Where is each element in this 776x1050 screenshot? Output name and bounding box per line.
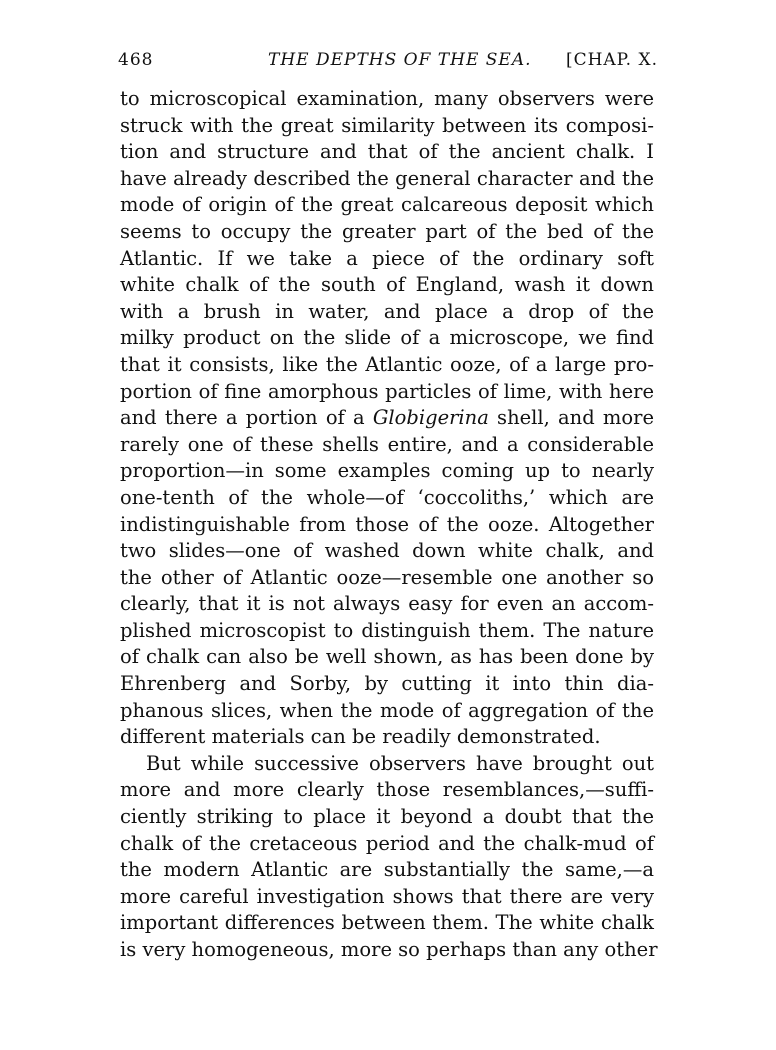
- text-line: have already described the general character and the: [120, 166, 654, 190]
- text-line: proportion—in some examples coming up to nearly: [120, 459, 654, 483]
- text-line: rarely one of these shells entire, and a considerable: [120, 432, 654, 456]
- text-line: the modern Atlantic are substantially the same,—a: [120, 858, 654, 882]
- page-number: 468: [118, 50, 154, 70]
- chapter-marker: [CHAP. X.: [565, 50, 658, 70]
- text-line: two slides—one of washed down white chalk, and: [120, 539, 654, 563]
- text-line: phanous slices, when the mode of aggregation of the: [120, 698, 654, 722]
- text-line: tion and structure and that of the ancient chalk. I: [120, 140, 654, 164]
- text-line: Atlantic. If we take a piece of the ordinary soft: [120, 246, 654, 270]
- text-line: white chalk of the south of England, wash it down: [120, 273, 654, 297]
- text-line: the other of Atlantic ooze—resemble one another so: [120, 565, 654, 589]
- text-line: mode of origin of the great calcareous deposit which: [120, 193, 654, 217]
- text-segment: shell, and more: [488, 406, 655, 430]
- text-line: But while successive observers have brought out: [146, 751, 654, 775]
- text-line: milky product on the slide of a microscope, we find: [120, 326, 654, 350]
- text-line: that it consists, like the Atlantic ooze, of a large pro-: [120, 352, 654, 376]
- text-line: is very homogeneous, more so perhaps than any other: [120, 938, 658, 961]
- text-segment: and there a portion of a: [120, 406, 373, 430]
- text-line: with a brush in water, and place a drop of the: [120, 299, 654, 323]
- text-line: plished microscopist to distinguish them. The nature: [120, 618, 654, 642]
- running-title: THE DEPTHS OF THE SEA.: [268, 50, 532, 70]
- text-line: Ehrenberg and Sorby, by cutting it into thin dia-: [120, 672, 654, 696]
- text-line: [120, 405, 654, 432]
- text-line: one-tenth of the whole—of ‘coccoliths,’ which are: [120, 485, 654, 509]
- text-line: important differences between them. The white chalk: [120, 911, 654, 935]
- paragraph-1: [120, 86, 654, 751]
- text-line: indistinguishable from those of the ooze. Altogether: [120, 512, 654, 536]
- text-line: struck with the great similarity between its composi-: [120, 113, 654, 137]
- text-line: seems to occupy the greater part of the bed of the: [120, 219, 654, 243]
- text-line: to microscopical examination, many observers were: [120, 87, 654, 110]
- text-line: clearly, that it is not always easy for even an accom-: [120, 592, 654, 616]
- text-line: portion of fine amorphous particles of lime, with here: [120, 379, 654, 403]
- running-header: [118, 50, 658, 78]
- text-line: more careful investigation shows that there are very: [120, 884, 654, 908]
- paragraph-2: [120, 751, 658, 964]
- text-line: different materials can be readily demonstrated.: [120, 725, 601, 749]
- text-line: ciently striking to place it beyond a doubt that the: [120, 805, 654, 829]
- text-line: of chalk can also be well shown, as has been done by: [120, 645, 654, 669]
- text-line: more and more clearly those resemblances,—suffi-: [120, 778, 654, 802]
- body-text: [120, 86, 658, 964]
- italic-term: Globigerina: [372, 406, 489, 430]
- text-line: chalk of the cretaceous period and the chalk-mud of: [120, 831, 654, 855]
